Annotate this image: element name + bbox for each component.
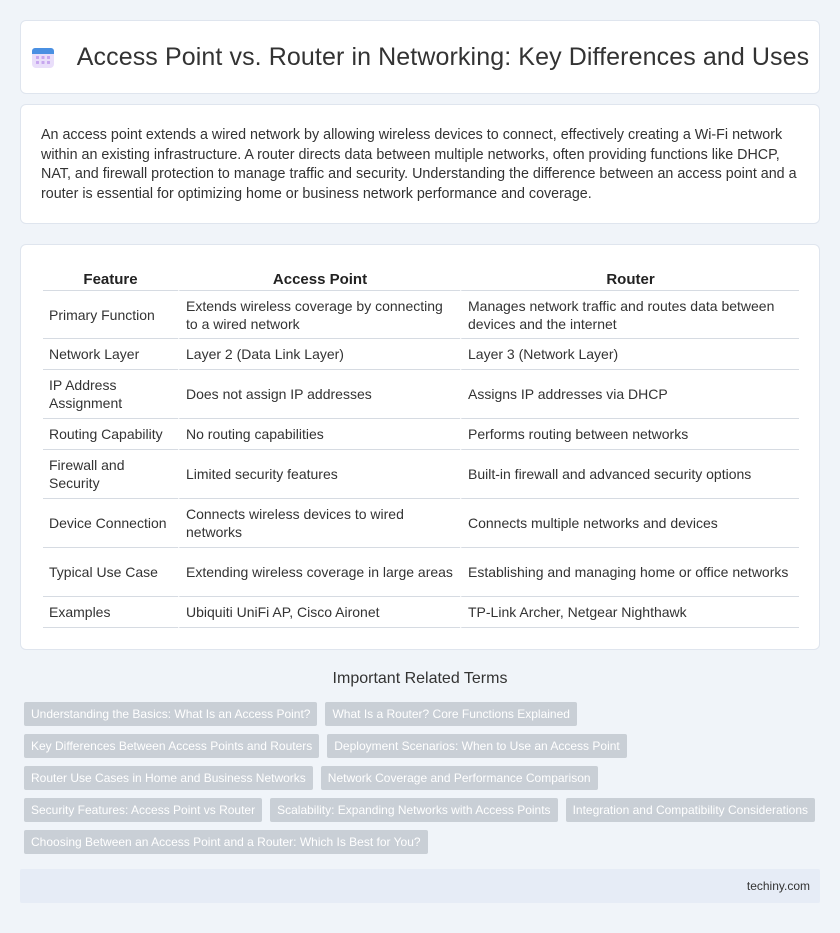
page-header [20, 20, 820, 94]
table-row [43, 339, 799, 370]
table-cell: Connects multiple networks and devices [460, 499, 799, 548]
column-header-router: Router [460, 265, 799, 291]
table-cell: Routing Capability [43, 419, 178, 450]
related-term-link[interactable]: What Is a Router? Core Functions Explained [325, 702, 576, 726]
related-term-link[interactable]: Router Use Cases in Home and Business Networks [24, 766, 313, 790]
table-cell: Ubiquiti UniFi AP, Cisco Aironet [178, 597, 460, 628]
comparison-table-card [20, 244, 820, 650]
column-header-feature: Feature [43, 265, 178, 291]
table-cell: Layer 2 (Data Link Layer) [178, 339, 460, 370]
table-row [43, 419, 799, 450]
calendar-icon [31, 45, 55, 69]
table-cell: Extends wireless coverage by connecting to a wired network [178, 291, 460, 339]
table-cell: Assigns IP addresses via DHCP [460, 370, 799, 419]
table-cell: Manages network traffic and routes data between devices and the internet [460, 291, 799, 339]
related-term-link[interactable]: Understanding the Basics: What Is an Access Point? [24, 702, 317, 726]
table-cell: Built-in firewall and advanced security options [460, 450, 799, 499]
table-cell: Connects wireless devices to wired networks [178, 499, 460, 548]
table-cell: IP Address Assignment [43, 370, 178, 419]
table-cell: Does not assign IP addresses [178, 370, 460, 419]
table-row [43, 450, 799, 499]
table-cell: Extending wireless coverage in large areas [178, 548, 460, 597]
related-term-link[interactable]: Deployment Scenarios: When to Use an Access Point [327, 734, 626, 758]
related-term-link[interactable]: Scalability: Expanding Networks with Access Points [270, 798, 557, 822]
comparison-table [43, 265, 799, 628]
table-cell: TP-Link Archer, Netgear Nighthawk [460, 597, 799, 628]
related-term-link[interactable]: Choosing Between an Access Point and a Router: Which Is Best for You? [24, 830, 428, 854]
related-terms-list [24, 702, 824, 862]
table-row [43, 597, 799, 628]
table-cell: Device Connection [43, 499, 178, 548]
column-header-access-point: Access Point [178, 265, 460, 291]
related-term-link[interactable]: Network Coverage and Performance Comparison [321, 766, 598, 790]
table-row [43, 291, 799, 339]
page-title: Access Point vs. Router in Networking: Key Differences and Uses [76, 42, 810, 71]
table-header-row [43, 265, 799, 291]
table-cell: Firewall and Security [43, 450, 178, 499]
intro-paragraph: An access point extends a wired network by allowing wireless devices to connect, effectively creating a Wi-Fi network within an existing infrastructure. A router directs data between multiple networks, often providing functions like DHCP, NAT, and firewall protection to manage traffic and security. Understanding the difference between an access point and a router is essential for optimizing home or business network performance and coverage. [41, 127, 797, 202]
table-row [43, 370, 799, 419]
table-row [43, 499, 799, 548]
related-term-link[interactable]: Key Differences Between Access Points and Routers [24, 734, 319, 758]
table-cell: Limited security features [178, 450, 460, 499]
table-cell: Establishing and managing home or office networks [460, 548, 799, 597]
table-cell: Network Layer [43, 339, 178, 370]
table-cell: Typical Use Case [43, 548, 178, 597]
page-footer [20, 869, 820, 903]
related-term-link[interactable]: Integration and Compatibility Considerations [566, 798, 815, 822]
footer-site-link[interactable]: techiny.com [746, 879, 810, 893]
related-term-link[interactable]: Security Features: Access Point vs Router [24, 798, 262, 822]
table-cell: Layer 3 (Network Layer) [460, 339, 799, 370]
table-cell: Performs routing between networks [460, 419, 799, 450]
intro-card [20, 104, 820, 224]
table-row [43, 548, 799, 597]
table-cell: Primary Function [43, 291, 178, 339]
table-cell: No routing capabilities [178, 419, 460, 450]
table-cell: Examples [43, 597, 178, 628]
related-terms-heading: Important Related Terms [332, 670, 508, 687]
